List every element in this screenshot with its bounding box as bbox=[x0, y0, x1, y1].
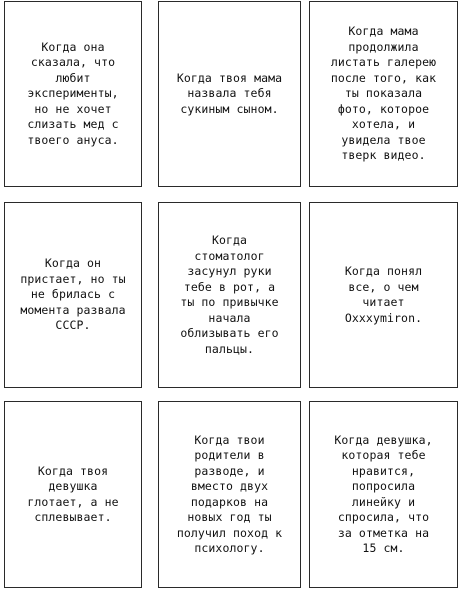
card-7 bbox=[4, 401, 142, 588]
card-6 bbox=[309, 202, 458, 388]
card-9 bbox=[309, 401, 458, 588]
card-5 bbox=[158, 202, 301, 388]
card-text: Когда твоя девушка глотает, а не сплевывает. bbox=[27, 463, 119, 524]
card-text: Когда он пристает, но ты не брилась с момента развала СССР. bbox=[20, 256, 126, 333]
card-1 bbox=[4, 1, 142, 187]
card-8 bbox=[158, 401, 301, 588]
card-text: Когда стоматолог засунул руки тебе в рот, а ты по привычке начала облизывать его пальцы. bbox=[180, 233, 279, 356]
card-2 bbox=[158, 1, 301, 187]
card-text: Когда понял все, о чем читает Oxxxymiron. bbox=[344, 264, 423, 325]
card-4 bbox=[4, 202, 142, 388]
card-text: Когда она сказала, что любит эксперименты, но не хочет слизать мед с твоего ануса. bbox=[27, 39, 119, 147]
card-text: Когда девушка, которая тебе нравится, попросила линейку и спросила, что за отметка на 15 см. bbox=[334, 432, 433, 555]
card-text: Когда мама продолжила листать галерею после того, как ты показала фото, которое хотела, и увидела твое тверк видео. bbox=[330, 24, 437, 163]
card-3 bbox=[309, 1, 458, 187]
card-text: Когда твоя мама назвала тебя сукиным сыном. bbox=[176, 70, 283, 116]
card-text: Когда твои родители в разводе, и вместо двух подарков на новых год ты получил поход к психологу. bbox=[176, 432, 283, 555]
